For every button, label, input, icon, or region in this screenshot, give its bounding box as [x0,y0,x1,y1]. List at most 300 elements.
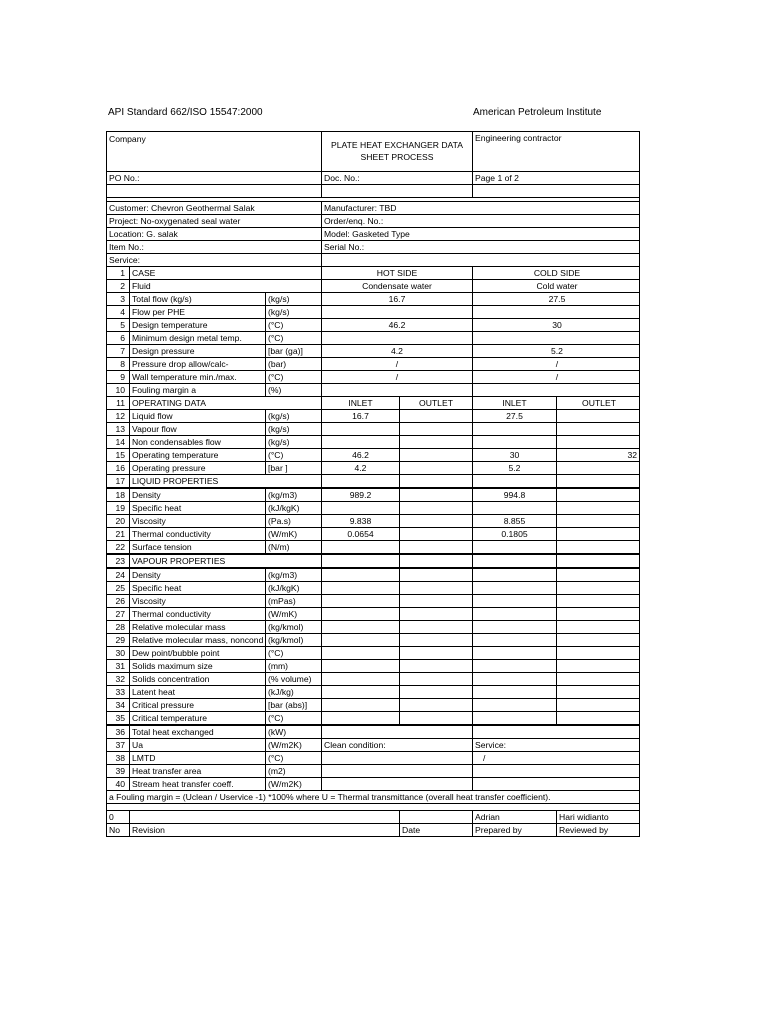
hot-outlet-value [399,489,472,501]
hot-inlet-value: 0.0654 [321,528,399,540]
cold-inlet-value [472,621,556,633]
hot-side-value: 16.7 [321,293,472,305]
institute-name: American Petroleum Institute [473,107,602,118]
clean-value [321,765,472,777]
hot-outlet-value [399,423,472,435]
page-label: Page 1 of 2 [472,172,641,184]
hot-inlet-value [321,423,399,435]
table-row [107,634,639,647]
cold-outlet-value [556,541,641,553]
row-label: Specific heat [129,582,265,594]
cold-inlet-value: 0.1805 [472,528,556,540]
row-label: Wall temperature min./max. [129,371,265,383]
hot-inlet-value [321,686,399,698]
table-row [107,306,639,319]
cold-outlet-value [556,569,641,581]
row-unit: (W/m2K) [265,739,321,751]
hot-outlet-value [399,541,472,553]
reviewed-by-label: Reviewed by [556,824,641,836]
info-row [107,254,639,267]
hot-inlet-value: 4.2 [321,462,399,474]
revision-no-value: 0 [109,812,114,822]
clean-value [321,726,472,738]
cold-inlet-value: 994.8 [472,489,556,501]
row-number: 3 [120,294,125,304]
table-row [107,712,639,726]
row-number: 27 [115,609,125,619]
contractor-cell [472,132,641,171]
row-label: Liquid flow [129,410,265,422]
row-label: OPERATING DATA [129,397,321,409]
row-number: 20 [115,516,125,526]
cold-inlet-value [472,712,556,724]
hot-inlet-value: 989.2 [321,489,399,501]
row-unit: (kg/s) [265,423,321,435]
row-number: 40 [115,779,125,789]
row-number: 8 [120,359,125,369]
po-row [107,172,639,185]
datasheet-table [106,131,640,837]
row-number: 23 [115,556,125,566]
cold-side-value: / [472,371,641,383]
table-row [107,673,639,686]
row-unit: (W/m2K) [265,778,321,790]
row-unit: (% volume) [265,673,321,685]
row-unit: (°C) [265,332,321,344]
cold-side-value: Cold water [472,280,641,292]
date-label: Date [399,824,472,836]
row-number: 25 [115,583,125,593]
row-label: Dew point/bubble point [129,647,265,659]
cold-outlet-value [556,686,641,698]
hot-outlet-value [399,621,472,633]
table-row [107,555,639,569]
row-label: Density [129,489,265,501]
row-number: 11 [116,398,125,408]
table-row [107,686,639,699]
row-unit: [bar (abs)] [265,699,321,711]
row-label: CASE [129,267,321,279]
hot-side-value: / [321,358,472,370]
standard-reference: API Standard 662/ISO 15547:2000 [108,107,263,118]
row-label: Critical pressure [129,699,265,711]
table-row [107,502,639,515]
table-row [107,647,639,660]
cold-outlet-value [556,555,641,567]
hot-inlet-value [321,502,399,514]
hot-inlet-value [321,673,399,685]
row-unit: (kg/s) [265,293,321,305]
clean-value [321,778,472,790]
cold-outlet-value [556,647,641,659]
row-unit: (kg/s) [265,306,321,318]
hot-inlet-value: 9.838 [321,515,399,527]
revision-label: Revision [129,824,399,836]
hot-inlet-value [321,569,399,581]
row-number: 38 [115,753,125,763]
cold-inlet-value [472,475,556,487]
row-label: Latent heat [129,686,265,698]
row-label: Critical temperature [129,712,265,724]
row-number: 16 [115,463,125,473]
title-line2: SHEET PROCESS [360,152,434,162]
cold-outlet-value [556,423,641,435]
cold-side-value: 5.2 [472,345,641,357]
table-row [107,489,639,502]
row-label: Viscosity [129,515,265,527]
service-field: Service: [109,255,141,265]
row-label: Pressure drop allow/calc- [129,358,265,370]
cold-side-value: 30 [472,319,641,331]
datasheet [106,131,640,837]
hot-side-value: 46.2 [321,319,472,331]
table-row [107,436,639,449]
table-row [107,752,639,765]
row-label: Solids concentration [129,673,265,685]
table-row [107,384,639,397]
table-row [107,541,639,555]
cold-inlet-value [472,673,556,685]
row-label: Flow per PHE [129,306,265,318]
cold-inlet-value: 27.5 [472,410,556,422]
hot-outlet-value [399,475,472,487]
cold-outlet-value [556,634,641,646]
table-row [107,462,639,475]
row-unit: (W/mK) [265,608,321,620]
row-number: 35 [115,713,125,723]
row-unit: [bar ] [265,462,321,474]
row-unit: (°C) [265,752,321,764]
hot-side-value [321,332,472,344]
info-row [107,241,639,254]
hot-outlet-value [399,449,472,461]
row-unit: (kg/kmol) [265,634,321,646]
row-unit: (N/m) [265,541,321,553]
cold-outlet-value [556,712,641,724]
cold-side-value [472,384,641,396]
hot-inlet-value [321,608,399,620]
hot-inlet-value [321,712,399,724]
row-number: 37 [115,740,125,750]
row-unit: (kg/s) [265,410,321,422]
table-row [107,608,639,621]
model-field: Model: Gasketed Type [321,228,641,240]
row-number: 21 [115,529,125,539]
hot-outlet-value [399,595,472,607]
cold-outlet-value [556,436,641,448]
table-row [107,345,639,358]
row-number: 39 [115,766,125,776]
row-number: 24 [115,570,125,580]
row-number: 19 [115,503,125,513]
row-number: 12 [115,411,125,421]
service-value: / [472,752,641,764]
cold-outlet-value [556,699,641,711]
row-unit: (°C) [265,371,321,383]
row-number: 10 [115,385,125,395]
hot-outlet-value [399,569,472,581]
cold-inlet-value [472,634,556,646]
hot-inlet-value: 46.2 [321,449,399,461]
cold-outlet-value [556,502,641,514]
table-row [107,699,639,712]
reviewed-by-name: Hari widianto [556,811,641,823]
table-row [107,595,639,608]
cold-outlet-value [556,660,641,672]
table-row [107,515,639,528]
row-number: 7 [120,346,125,356]
row-unit: (kW) [265,726,321,738]
cold-inlet-value [472,660,556,672]
row-number: 9 [120,372,125,382]
row-number: 17 [115,476,125,486]
row-label: Total flow (kg/s) [129,293,265,305]
row-label: Minimum design metal temp. [129,332,265,344]
row-number: 34 [115,700,125,710]
cold-inlet-value [472,686,556,698]
row-number: 5 [120,320,125,330]
row-label: Viscosity [129,595,265,607]
hot-inlet-value [321,555,399,567]
table-row [107,778,639,791]
row-label: Operating pressure [129,462,265,474]
revision-row [107,811,639,824]
hot-outlet-value [399,608,472,620]
title-line1: PLATE HEAT EXCHANGER DATA [331,140,463,150]
hot-side-value [321,384,472,396]
table-row [107,358,639,371]
table-row [107,765,639,778]
hot-outlet-value [399,515,472,527]
table-row [107,293,639,306]
cold-inlet-value [472,436,556,448]
row-label: Fouling margin a [129,384,265,396]
hot-outlet-value: OUTLET [399,397,472,409]
row-label: Ua [129,739,265,751]
row-label: LMTD [129,752,265,764]
table-row [107,319,639,332]
row-number: 31 [115,661,125,671]
table-row [107,528,639,541]
row-number: 15 [115,450,125,460]
row-unit: (°C) [265,449,321,461]
prepared-by-name: Adrian [472,811,556,823]
cold-inlet-value: INLET [472,397,556,409]
table-row [107,280,639,293]
table-row [107,621,639,634]
revision-label-row [107,824,639,837]
row-label: Thermal conductivity [129,528,265,540]
info-row [107,202,639,215]
row-number: 28 [115,622,125,632]
row-unit: (kJ/kg) [265,686,321,698]
row-number: 30 [115,648,125,658]
project-field: Project: No-oxygenated seal water [109,216,241,226]
cold-inlet-value: 8.855 [472,515,556,527]
hot-inlet-value [321,647,399,659]
cold-inlet-value [472,582,556,594]
table-row [107,410,639,423]
row-label: Total heat exchanged [129,726,265,738]
row-label: Design temperature [129,319,265,331]
title-cell [321,132,472,171]
row-label: Fluid [129,280,321,292]
cold-outlet-value [556,515,641,527]
row-label: Design pressure [129,345,265,357]
row-label: Stream heat transfer coeff. [129,778,265,790]
po-label: PO No.: [109,173,140,183]
row-number: 1 [120,268,125,278]
cold-outlet-value [556,621,641,633]
row-label: Specific heat [129,502,265,514]
row-unit: (kg/m3) [265,569,321,581]
prepared-by-label: Prepared by [472,824,556,836]
row-unit: (%) [265,384,321,396]
table-row [107,267,639,280]
row-number: 13 [115,424,125,434]
row-unit: (°C) [265,319,321,331]
order-field: Order/enq. No.: [321,215,641,227]
row-unit: (mm) [265,660,321,672]
table-row [107,739,639,752]
row-number: 32 [115,674,125,684]
hot-outlet-value [399,528,472,540]
row-number: 26 [115,596,125,606]
table-row [107,475,639,489]
row-unit: [bar (ga)] [265,345,321,357]
row-label: Solids maximum size [129,660,265,672]
row-number: 29 [115,635,125,645]
manufacturer-field: Manufacturer: TBD [321,202,641,214]
row-unit: (mPas) [265,595,321,607]
cold-side-value: / [472,358,641,370]
cold-outlet-value: OUTLET [556,397,641,409]
service-value: Service: [472,739,641,751]
row-number: 14 [115,437,125,447]
row-unit: (°C) [265,647,321,659]
hot-outlet-value [399,686,472,698]
row-number: 2 [120,281,125,291]
row-label: Surface tension [129,541,265,553]
cold-inlet-value [472,569,556,581]
hot-inlet-value: 16.7 [321,410,399,422]
hot-outlet-value [399,660,472,672]
hot-outlet-value [399,582,472,594]
company-label: Company [109,134,146,144]
row-unit: (bar) [265,358,321,370]
row-label: Relative molecular mass [129,621,265,633]
hot-outlet-value [399,712,472,724]
company-cell [107,132,321,171]
service-value [472,765,641,777]
table-row [107,726,639,739]
table-row [107,569,639,582]
cold-inlet-value: 5.2 [472,462,556,474]
table-row [107,660,639,673]
item-field: Item No.: [109,242,144,252]
cold-outlet-value: 32 [556,449,641,461]
table-row [107,423,639,436]
footnote: a Fouling margin = (Uclean / Uservice -1) *100% where U = Thermal transmittance (overall heat transfer coefficient). [109,792,551,802]
cold-outlet-value [556,410,641,422]
row-number: 33 [115,687,125,697]
process-rows [107,267,639,726]
row-number: 36 [115,727,125,737]
spacer [107,804,639,811]
hot-outlet-value [399,410,472,422]
table-row [107,449,639,462]
row-label: Relative molecular mass, noncond [129,634,265,646]
clean-value [321,752,472,764]
row-label: VAPOUR PROPERTIES [129,555,321,567]
row-number: 22 [115,542,125,552]
cold-inlet-value [472,555,556,567]
table-row [107,397,639,410]
row-label: Heat transfer area [129,765,265,777]
table-row [107,332,639,345]
hot-outlet-value [399,436,472,448]
hot-outlet-value [399,673,472,685]
hot-side-value: HOT SIDE [321,267,472,279]
cold-inlet-value [472,595,556,607]
hot-inlet-value: INLET [321,397,399,409]
service-value [472,778,641,790]
hot-side-value: / [321,371,472,383]
hot-inlet-value [321,595,399,607]
row-label: Thermal conductivity [129,608,265,620]
row-number: 18 [115,490,125,500]
hot-inlet-value [321,621,399,633]
row-number: 6 [120,333,125,343]
clean-value: Clean condition: [321,739,472,751]
row-unit: (kg/kmol) [265,621,321,633]
hot-inlet-value [321,475,399,487]
table-row [107,582,639,595]
row-unit: (kJ/kgK) [265,582,321,594]
info-row [107,215,639,228]
hot-inlet-value [321,660,399,672]
cold-outlet-value [556,528,641,540]
row-unit: (°C) [265,712,321,724]
row-label: LIQUID PROPERTIES [129,475,321,487]
hot-side-value [321,306,472,318]
hot-inlet-value [321,436,399,448]
hot-outlet-value [399,699,472,711]
blank-row [107,185,639,198]
row-unit: (kJ/kgK) [265,502,321,514]
cold-inlet-value [472,541,556,553]
cold-outlet-value [556,475,641,487]
info-row [107,228,639,241]
hot-inlet-value [321,541,399,553]
row-unit: (kg/m3) [265,489,321,501]
row-unit: (W/mK) [265,528,321,540]
service-value [472,726,641,738]
footnote-row [107,791,639,804]
row-unit: (kg/s) [265,436,321,448]
title-block [107,132,639,172]
hot-outlet-value [399,555,472,567]
cold-inlet-value [472,608,556,620]
cold-side-value [472,332,641,344]
row-unit: (m2) [265,765,321,777]
table-row [107,371,639,384]
cold-outlet-value [556,489,641,501]
cold-inlet-value [472,423,556,435]
row-label: Vapour flow [129,423,265,435]
serial-field: Serial No.: [321,241,641,253]
hot-outlet-value [399,647,472,659]
